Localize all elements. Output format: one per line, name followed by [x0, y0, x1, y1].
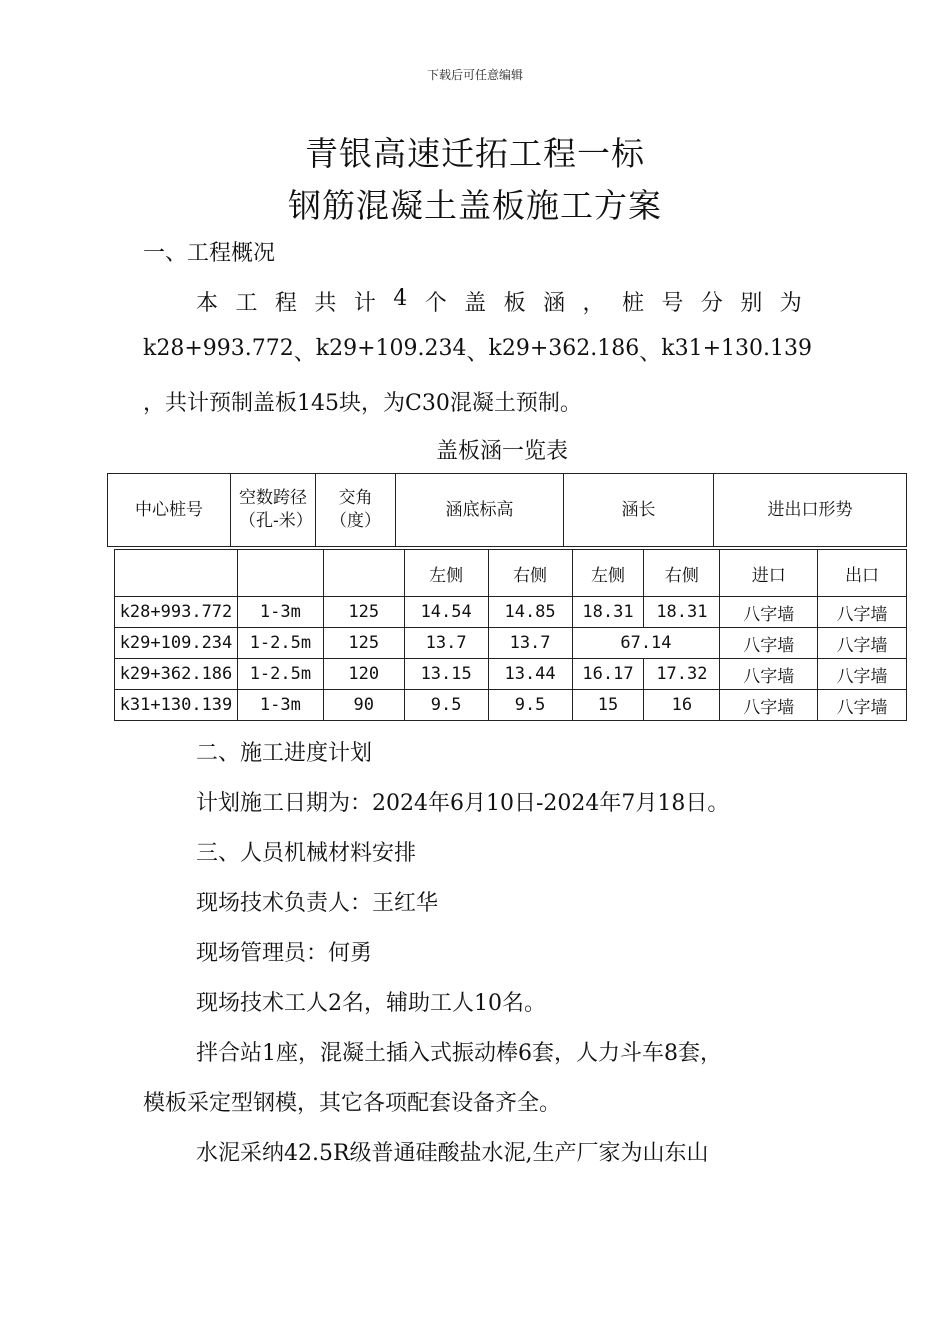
document-title-line2: 钢筋混凝土盖板施工方案: [288, 186, 662, 225]
table-header-row: [107, 473, 907, 547]
table-cell: 120: [323, 659, 404, 690]
table-row: [115, 628, 907, 659]
table-cell: 1-3m: [237, 597, 323, 628]
section-heading-1: 一、工程概况: [143, 241, 276, 266]
table-cell: 八字墙: [818, 628, 907, 659]
word: 号: [661, 291, 684, 316]
table-cell: k31+130.139: [115, 690, 238, 721]
word: 别: [740, 291, 763, 316]
word: ，: [582, 291, 605, 316]
table-cell: 17.32: [644, 659, 720, 690]
table-cell: 右侧: [644, 550, 720, 597]
table-cell: 9.5: [488, 690, 572, 721]
culvert-table: [114, 549, 907, 721]
station-number: k28+993.772: [143, 336, 294, 361]
table-cell: 八字墙: [818, 659, 907, 690]
word: 分: [700, 291, 723, 316]
word: 板: [503, 291, 526, 316]
table-cell-merged: 67.14: [572, 628, 720, 659]
table-cell: 1-3m: [237, 690, 323, 721]
separator: 、: [466, 341, 489, 366]
table-cell: [115, 550, 238, 597]
separator: 、: [293, 341, 316, 366]
table-cell: 出口: [818, 550, 907, 597]
table-cell: 左侧: [404, 550, 488, 597]
table-cell: 9.5: [404, 690, 488, 721]
paragraph-overview-line2: [143, 336, 812, 367]
materials-cement: 水泥采纳42.5R级普通硅酸盐水泥,生产厂家为山东山: [196, 1141, 709, 1166]
table-cell: 16: [644, 690, 720, 721]
table-cell: 14.85: [488, 597, 572, 628]
table-cell: k28+993.772: [115, 597, 238, 628]
table-header-cell: 进出口形势: [767, 499, 853, 520]
table-cell: 八字墙: [720, 659, 818, 690]
table-row: [115, 597, 907, 628]
table-cell: 15: [572, 690, 644, 721]
word: 程: [274, 291, 297, 316]
table-cell: 90: [323, 690, 404, 721]
staff-workers: 现场技术工人2名，辅助工人10名。: [196, 991, 546, 1016]
station-number: k31+130.139: [661, 336, 812, 361]
table-header-cell: 涵底标高: [396, 474, 564, 546]
section-heading-2: 二、施工进度计划: [196, 741, 373, 766]
table-header-cell: 中心桩号: [108, 474, 231, 546]
table-cell: 左侧: [572, 550, 644, 597]
table-header-cell: 涵长: [564, 474, 714, 546]
station-number: k29+362.186: [488, 336, 640, 361]
table-caption: 盖板涵一览表: [435, 439, 568, 464]
table-cell: [237, 550, 323, 597]
table-cell: 13.7: [404, 628, 488, 659]
word: 盖: [464, 291, 487, 316]
table-cell: 1-2.5m: [237, 659, 323, 690]
table-header-cell: 交角（度）: [316, 474, 396, 546]
separator: 、: [639, 341, 662, 366]
table-cell: 1-2.5m: [237, 628, 323, 659]
table-cell: 18.31: [572, 597, 644, 628]
table-cell: 八字墙: [818, 597, 907, 628]
word: 4: [393, 286, 408, 311]
table-cell: 13.44: [488, 659, 572, 690]
equipment-line1: 拌合站1座，混凝土插入式振动棒6套，人力斗车8套，: [196, 1041, 722, 1066]
word: 桩: [621, 291, 644, 316]
document-title-line1: 青银高速迁拓工程一标: [305, 134, 645, 173]
station-number: k29+109.234: [315, 336, 467, 361]
table-cell: 125: [323, 628, 404, 659]
table-cell: 进口: [720, 550, 818, 597]
section-heading-3: 三、人员机械材料安排: [196, 841, 417, 866]
table-cell: 八字墙: [720, 597, 818, 628]
word: 涵: [543, 291, 566, 316]
table-cell: 13.7: [488, 628, 572, 659]
table-cell: 右侧: [488, 550, 572, 597]
table-cell: 八字墙: [818, 690, 907, 721]
table-cell: k29+109.234: [115, 628, 238, 659]
word: 计: [353, 291, 376, 316]
table-row: [115, 690, 907, 721]
staff-site-manager: 现场管理员：何勇: [196, 941, 373, 966]
table-cell: 13.15: [404, 659, 488, 690]
equipment-line2: 模板采定型钢模，其它各项配套设备齐全。: [143, 1091, 562, 1116]
word: 本: [196, 291, 219, 316]
table-cell: k29+362.186: [115, 659, 238, 690]
word: 工: [235, 291, 258, 316]
table-cell: 八字墙: [720, 690, 818, 721]
staff-technical-lead: 现场技术负责人：王红华: [196, 891, 439, 916]
schedule-text: 计划施工日期为：2024年6月10日-2024年7月18日。: [196, 791, 730, 816]
table-cell: 18.31: [644, 597, 720, 628]
word: 共: [314, 291, 337, 316]
table-header-cell: 空数跨径（孔-米）: [231, 474, 316, 546]
table-subheader-row: [115, 550, 907, 597]
page-header-note: 下载后可任意编辑: [426, 68, 523, 82]
table-cell: [323, 550, 404, 597]
word: 个: [424, 291, 447, 316]
table-cell: 125: [323, 597, 404, 628]
paragraph-overview-line3: ，共计预制盖板145块，为C30混凝土预制。: [143, 391, 582, 416]
table-cell: 14.54: [404, 597, 488, 628]
table-row: [115, 659, 907, 690]
table-cell: 八字墙: [720, 628, 818, 659]
paragraph-overview-line1: [196, 286, 802, 317]
table-cell: 16.17: [572, 659, 644, 690]
word: 为: [779, 291, 802, 316]
